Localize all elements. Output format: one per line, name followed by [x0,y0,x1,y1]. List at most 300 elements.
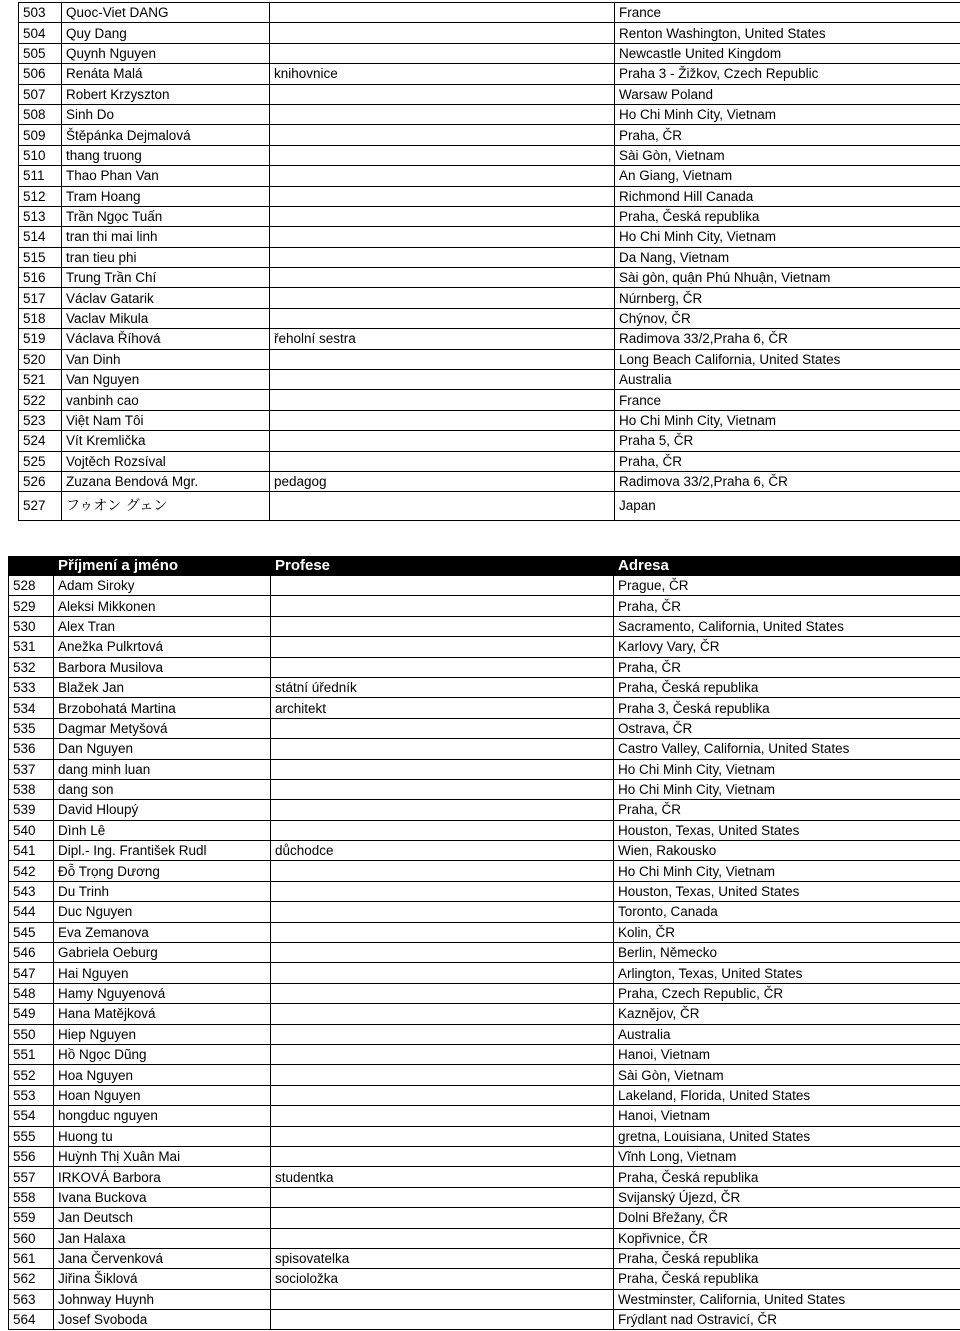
row-address: Ho Chi Minh City, Vietnam [614,759,960,779]
row-number: 547 [9,963,54,983]
row-number: 541 [9,841,54,861]
row-profession: řeholní sestra [270,329,615,349]
row-address: Praha 5, ČR [615,431,960,451]
row-name: Jan Deutsch [54,1208,271,1228]
row-profession [271,1004,614,1024]
row-profession [271,922,614,942]
row-profession [270,288,615,308]
row-number: 525 [19,451,62,471]
row-profession [271,1085,614,1105]
row-name: David Hloupý [54,800,271,820]
row-number: 505 [19,43,62,63]
table-row [9,963,960,983]
row-name: Blažek Jan [54,677,271,697]
row-name: tran thi mai linh [62,227,270,247]
row-number: 508 [19,104,62,124]
row-profession [271,1024,614,1044]
row-address: Berlin, Německo [614,943,960,963]
row-number: 519 [19,329,62,349]
table-row [9,1167,960,1187]
row-profession [270,227,615,247]
row-address: France [615,3,960,23]
row-profession [270,84,615,104]
table-row [19,64,960,84]
table-row [19,84,960,104]
row-name: Vojtěch Rozsíval [62,451,270,471]
row-number: 558 [9,1187,54,1207]
row-number: 534 [9,698,54,718]
table-row [9,1248,960,1268]
table-row [9,637,960,657]
row-name: dang son [54,779,271,799]
row-address: Praha, Česká republika [614,677,960,697]
row-number: 555 [9,1126,54,1146]
row-profession [270,390,615,410]
row-name: Hoa Nguyen [54,1065,271,1085]
table-row [9,861,960,881]
row-name: Dan Nguyen [54,739,271,759]
row-address: Renton Washington, United States [615,23,960,43]
row-number: 524 [19,431,62,451]
row-number: 512 [19,186,62,206]
table-row [19,451,960,471]
row-number: 545 [9,922,54,942]
row-address: Houston, Texas, United States [614,881,960,901]
table-row [9,1146,960,1166]
table-2-body [9,576,960,1330]
row-number: 526 [19,471,62,491]
table-row [19,492,960,521]
row-number: 518 [19,308,62,328]
table-row [9,616,960,636]
row-number: 523 [19,410,62,430]
row-address: Newcastle United Kingdom [615,43,960,63]
header-address: Adresa [614,557,960,576]
row-number: 551 [9,1044,54,1064]
table-row [9,1228,960,1248]
row-number: 559 [9,1208,54,1228]
row-number: 516 [19,268,62,288]
row-address: Praha, ČR [614,596,960,616]
row-name: IRKOVÁ Barbora [54,1167,271,1187]
table-row [9,820,960,840]
row-address: Ho Chi Minh City, Vietnam [614,779,960,799]
table-header-row [9,557,960,576]
row-address: Ho Chi Minh City, Vietnam [615,410,960,430]
table-row [9,779,960,799]
row-number: 504 [19,23,62,43]
row-profession [271,1146,614,1166]
table-row [9,1024,960,1044]
table-row [19,104,960,124]
table-row [9,943,960,963]
row-number: 506 [19,64,62,84]
row-profession [271,759,614,779]
row-number: 542 [9,861,54,881]
row-name: Zuzana Bendová Mgr. [62,471,270,491]
row-address: Ho Chi Minh City, Vietnam [615,104,960,124]
row-profession [271,1228,614,1248]
row-number: 513 [19,206,62,226]
row-name: Hiep Nguyen [54,1024,271,1044]
row-name: Quoc-Viet DANG [62,3,270,23]
row-name: Dagmar Metyšová [54,718,271,738]
row-profession [271,596,614,616]
row-name: Aleksi Mikkonen [54,596,271,616]
row-address: Svijanský Újezd, ČR [614,1187,960,1207]
row-profession [271,881,614,901]
row-profession [271,1310,614,1330]
row-address: Sài Gòn, Vietnam [615,145,960,165]
row-address: Núrnberg, ČR [615,288,960,308]
row-name: Dipl.- Ing. František Rudl [54,841,271,861]
row-profession [270,3,615,23]
row-profession: studentka [271,1167,614,1187]
row-name: Josef Svoboda [54,1310,271,1330]
row-number: 548 [9,983,54,1003]
row-address: Kolin, ČR [614,922,960,942]
row-profession [270,247,615,267]
header-number [9,557,54,576]
row-profession [271,800,614,820]
row-profession [270,492,615,521]
row-address: Lakeland, Florida, United States [614,1085,960,1105]
table-row [9,1208,960,1228]
row-number: 532 [9,657,54,677]
row-name: Jan Halaxa [54,1228,271,1248]
row-name: Đỗ Trọng Dương [54,861,271,881]
row-name: Quy Dang [62,23,270,43]
row-number: 553 [9,1085,54,1105]
row-name: Dình Lê [54,820,271,840]
row-number: 528 [9,576,54,596]
row-profession [271,576,614,596]
row-number: 529 [9,596,54,616]
table-row [19,247,960,267]
row-profession: spisovatelka [271,1248,614,1268]
table-row [19,145,960,165]
table-row [19,166,960,186]
table-row [19,268,960,288]
row-profession [270,145,615,165]
row-name: Robert Krzyszton [62,84,270,104]
row-number: 540 [9,820,54,840]
row-address: Chýnov, ČR [615,308,960,328]
table-row [9,759,960,779]
row-address: Kopřivnice, ČR [614,1228,960,1248]
row-address: Praha, Česká republika [614,1248,960,1268]
row-name: Thao Phan Van [62,166,270,186]
row-number: 543 [9,881,54,901]
row-profession [270,370,615,390]
row-number: 563 [9,1289,54,1309]
row-profession [271,963,614,983]
table-row [9,983,960,1003]
row-number: 527 [19,492,62,521]
row-address: Radimova 33/2,Praha 6, ČR [615,329,960,349]
row-number: 503 [19,3,62,23]
row-address: Ho Chi Minh City, Vietnam [615,227,960,247]
row-address: An Giang, Vietnam [615,166,960,186]
row-name: Alex Tran [54,616,271,636]
row-profession [271,1065,614,1085]
row-profession [270,451,615,471]
row-name: vanbinh cao [62,390,270,410]
row-profession [270,23,615,43]
table-row [19,308,960,328]
table-row [19,186,960,206]
row-profession [271,1187,614,1207]
row-address: Wien, Rakousko [614,841,960,861]
table-row [9,1044,960,1064]
row-profession [271,637,614,657]
row-profession [270,431,615,451]
table-row [19,390,960,410]
row-name: Václava Říhová [62,329,270,349]
row-number: 537 [9,759,54,779]
row-address: Long Beach California, United States [615,349,960,369]
signatory-table-1 [18,2,960,521]
row-address: Karlovy Vary, ČR [614,637,960,657]
row-number: 546 [9,943,54,963]
header-name: Příjmení a jméno [54,557,271,576]
row-number: 514 [19,227,62,247]
row-address: Toronto, Canada [614,902,960,922]
row-number: 549 [9,1004,54,1024]
row-address: Ostrava, ČR [614,718,960,738]
table-row [19,288,960,308]
row-address: Praha, Czech Republic, ČR [614,983,960,1003]
row-number: 556 [9,1146,54,1166]
table-row [9,1187,960,1207]
row-profession [271,1208,614,1228]
row-address: Radimova 33/2,Praha 6, ČR [615,471,960,491]
row-profession [271,1044,614,1064]
row-name: Sinh Do [62,104,270,124]
row-name: Trần Ngọc Tuấn [62,206,270,226]
table-row [19,43,960,63]
row-address: Praha, ČR [614,800,960,820]
row-address: Hanoi, Vietnam [614,1044,960,1064]
row-number: 507 [19,84,62,104]
row-profession: státní úředník [271,677,614,697]
row-address: Australia [615,370,960,390]
row-number: 531 [9,637,54,657]
table-row [9,718,960,738]
table-row [19,3,960,23]
row-name: Vaclav Mikula [62,308,270,328]
row-number: 562 [9,1269,54,1289]
row-name: Quynh Nguyen [62,43,270,63]
row-number: 539 [9,800,54,820]
row-name: Hai Nguyen [54,963,271,983]
row-address: Praha, ČR [614,657,960,677]
row-name: Việt Nam Tôi [62,410,270,430]
row-number: 517 [19,288,62,308]
row-name: Jana Červenková [54,1248,271,1268]
header-profession: Profese [271,557,614,576]
table-row [19,410,960,430]
row-address: Kaznějov, ČR [614,1004,960,1024]
row-number: 560 [9,1228,54,1248]
row-name: Václav Gatarik [62,288,270,308]
row-name: Huỳnh Thị Xuân Mai [54,1146,271,1166]
row-profession [271,1106,614,1126]
row-address: Frýdlant nad Ostravicí, ČR [614,1310,960,1330]
row-address: Praha, Česká republika [614,1269,960,1289]
row-name: tran tieu phi [62,247,270,267]
row-address: Praha 3 - Žižkov, Czech Republic [615,64,960,84]
row-profession: architekt [271,698,614,718]
table-row [9,1269,960,1289]
table-row [9,1085,960,1105]
row-profession [270,349,615,369]
table-row [9,1004,960,1024]
table-row [9,739,960,759]
row-number: 535 [9,718,54,738]
row-number: 550 [9,1024,54,1044]
row-name: Eva Zemanova [54,922,271,942]
table-row [9,1065,960,1085]
row-number: 522 [19,390,62,410]
row-profession [271,739,614,759]
row-profession [270,268,615,288]
row-address: Sacramento, California, United States [614,616,960,636]
row-address: Praha, Česká republika [615,206,960,226]
row-name: Du Trinh [54,881,271,901]
table-row [19,471,960,491]
row-address: Castro Valley, California, United States [614,739,960,759]
row-name: Anežka Pulkrtová [54,637,271,657]
row-number: 544 [9,902,54,922]
table-row [9,1106,960,1126]
row-profession [270,104,615,124]
row-name: Adam Siroky [54,576,271,596]
row-address: Warsaw Poland [615,84,960,104]
row-name: Van Dinh [62,349,270,369]
row-name: Trung Trần Chí [62,268,270,288]
table-row [19,125,960,145]
table-row [9,800,960,820]
row-profession [271,943,614,963]
row-address: Westminster, California, United States [614,1289,960,1309]
table-row [9,1310,960,1330]
row-profession [270,125,615,145]
row-name: Hoan Nguyen [54,1085,271,1105]
row-name: Johnway Huynh [54,1289,271,1309]
row-profession: socioložka [271,1269,614,1289]
row-name: Hamy Nguyenová [54,983,271,1003]
row-name: Brzobohatá Martina [54,698,271,718]
row-number: 564 [9,1310,54,1330]
row-number: 521 [19,370,62,390]
row-name: Vít Kremlička [62,431,270,451]
table-row [9,576,960,596]
row-address: Australia [614,1024,960,1044]
row-address: Praha, Česká republika [614,1167,960,1187]
row-address: Richmond Hill Canada [615,186,960,206]
row-name: Hồ Ngọc Dũng [54,1044,271,1064]
table-row [19,431,960,451]
row-profession: pedagog [270,471,615,491]
row-profession [271,657,614,677]
row-address: Vĩnh Long, Vietnam [614,1146,960,1166]
row-profession [270,166,615,186]
row-number: 509 [19,125,62,145]
row-profession [270,308,615,328]
row-profession [270,206,615,226]
row-name: Tram Hoang [62,186,270,206]
table-row [19,370,960,390]
row-number: 557 [9,1167,54,1187]
row-name: Štěpánka Dejmalová [62,125,270,145]
row-number: 554 [9,1106,54,1126]
row-address: Arlington, Texas, United States [614,963,960,983]
row-address: Prague, ČR [614,576,960,596]
table-row [19,206,960,226]
row-name: Jiřina Šiklová [54,1269,271,1289]
row-address: Dolni Břežany, ČR [614,1208,960,1228]
row-address: Sài gòn, quận Phú Nhuận, Vietnam [615,268,960,288]
row-name: Van Nguyen [62,370,270,390]
row-name: hongduc nguyen [54,1106,271,1126]
row-profession [270,43,615,63]
table-row [19,23,960,43]
row-name: Ivana Buckova [54,1187,271,1207]
table-row [9,841,960,861]
row-profession [271,902,614,922]
row-profession [270,186,615,206]
signatory-table-2 [8,556,960,1330]
row-number: 520 [19,349,62,369]
row-address: Sài Gòn, Vietnam [614,1065,960,1085]
table-row [19,349,960,369]
table-row [9,677,960,697]
row-number: 538 [9,779,54,799]
row-number: 511 [19,166,62,186]
row-name: Duc Nguyen [54,902,271,922]
row-address: France [615,390,960,410]
table-row [9,657,960,677]
row-name: Barbora Musilova [54,657,271,677]
row-address: Houston, Texas, United States [614,820,960,840]
row-name: dang minh luan [54,759,271,779]
row-address: Praha, ČR [615,451,960,471]
row-address: Japan [615,492,960,521]
row-profession [271,861,614,881]
row-profession [270,410,615,430]
row-number: 530 [9,616,54,636]
row-number: 510 [19,145,62,165]
row-profession: knihovnice [270,64,615,84]
row-address: Hanoi, Vietnam [614,1106,960,1126]
row-number: 536 [9,739,54,759]
row-address: Da Nang, Vietnam [615,247,960,267]
row-name: Huong tu [54,1126,271,1146]
row-profession [271,1289,614,1309]
table-row [9,902,960,922]
row-profession [271,718,614,738]
table-row [9,698,960,718]
row-name: Renáta Malá [62,64,270,84]
table-row [9,922,960,942]
row-number: 515 [19,247,62,267]
table-1-body [19,3,960,521]
row-profession [271,983,614,1003]
row-name: thang truong [62,145,270,165]
row-profession [271,1126,614,1146]
row-number: 552 [9,1065,54,1085]
